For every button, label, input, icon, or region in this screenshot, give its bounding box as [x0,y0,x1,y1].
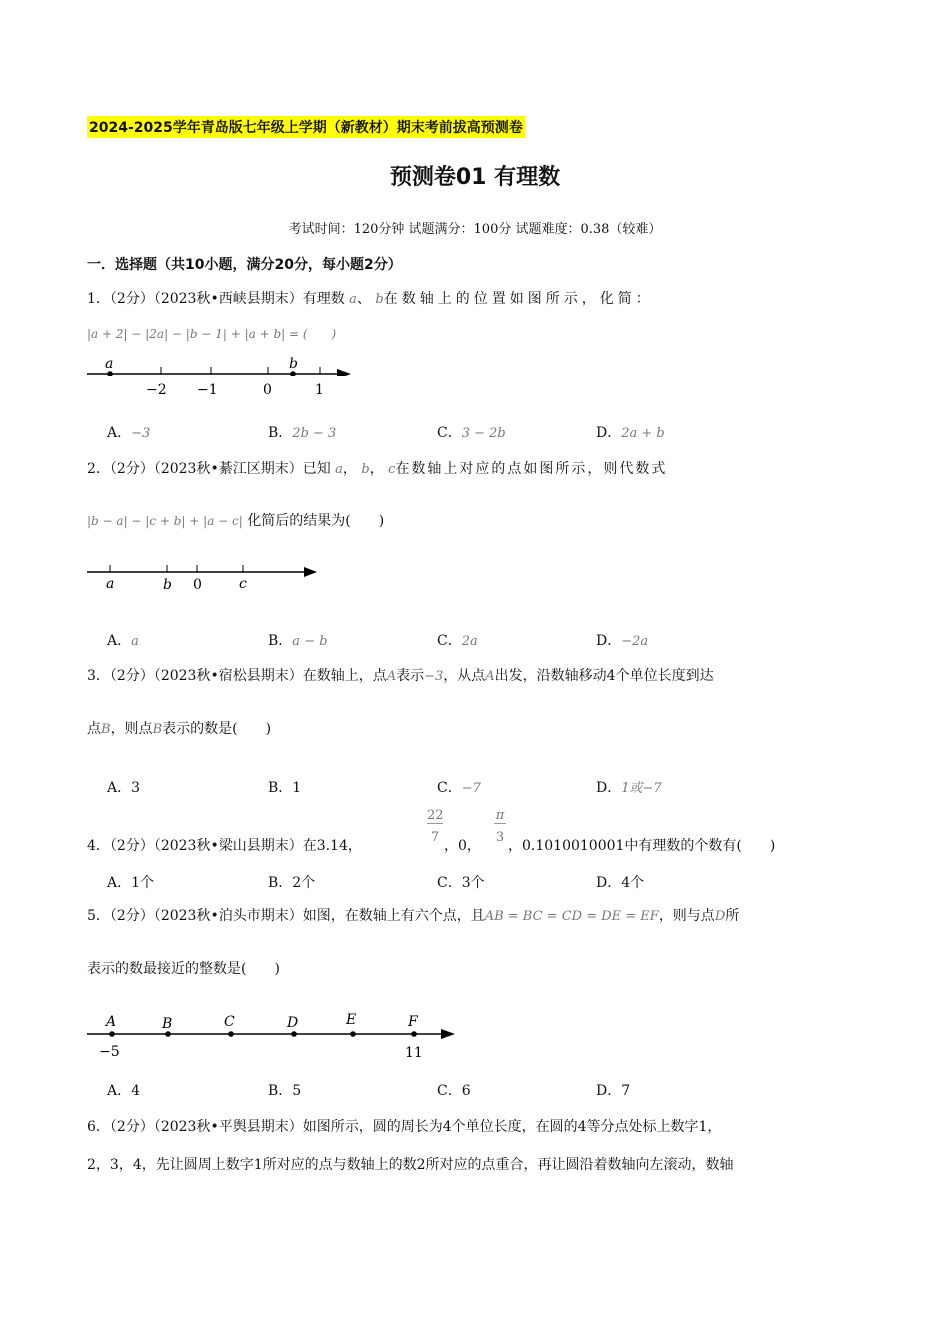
question-5-line2: 表示的数最接近的整数是( ) [87,961,280,977]
q5-label-a: A [106,1014,117,1030]
q3-var-a: A [386,669,397,684]
q2-label-c: c [239,576,247,592]
q5-label-end: 11 [405,1045,423,1060]
q4-option-b[interactable]: B．2个 [268,875,316,891]
q5-point-a [109,1031,115,1037]
q5-var-d: D [714,909,726,924]
q3-var-b: B [101,722,111,737]
q2-option-c[interactable]: C．2a [437,633,478,649]
q2-var-b: b [361,462,370,477]
q2-var-c: c [388,462,396,477]
q1-label-b: b [289,356,298,372]
q5-point-c [228,1031,234,1037]
exam-banner: 2024-2025学年青岛版七年级上学期（新教材）期末考前拔高预测卷 [87,116,525,138]
q1-text-b: 在数轴上的位置如图所示，化简： [383,291,654,307]
q1-tick-label-neg2: −2 [146,382,167,398]
q5-point-b [165,1031,171,1037]
q4-text-b: ，0， [444,838,481,854]
q2-option-a[interactable]: A．a [107,633,139,649]
question-1-line1 [87,288,654,308]
q2-expression: |b − a| − |c + b| + |a − c| [87,514,243,528]
q5-point-d [291,1031,297,1037]
q5-label-d: D [287,1015,299,1031]
q5-label-start: −5 [99,1044,120,1060]
q1-label-a: a [105,356,114,372]
q1-var-b: b [375,292,384,307]
q5-option-a[interactable]: A．4 [107,1083,141,1099]
q2-label-a: a [106,576,115,592]
q4-fraction-pi-3: π 3 [495,808,505,845]
q1-text-a: 1．（2分）（2023秋•西峡县期末）有理数 [87,291,345,307]
q4-option-d[interactable]: D．4个 [596,875,645,891]
question-6-line2: 2，3，4，先让圆周上数字1所对应的点与数轴上的数2所对应的点重合，再让圆沿着数轴向左滚动，数轴 [87,1157,734,1173]
q5-point-e [350,1031,356,1037]
q5-label-b: B [162,1016,173,1032]
q3-option-d[interactable]: D．1或−7 [596,780,662,796]
question-5-line1: 5．（2分）（2023秋•泊头市期末）如图，在数轴上有六个点，且AB = BC = CD = DE = EF，则与点D所 [87,908,740,924]
q2-label-b: b [163,577,172,592]
question-2-line2 [87,510,384,530]
q2-var-a: a [335,462,343,477]
q1-option-d[interactable]: D．2a + b [596,425,665,441]
question-3-line1: 3．（2分）（2023秋•宿松县期末）在数轴上，点A表示−3，从点A出发，沿数轴移动4个单位长度到达 [87,668,714,684]
q1-number-line [85,352,355,376]
q5-label-c: C [224,1014,235,1030]
q1-tick-label-1: 1 [315,382,324,398]
q1-tick-label-0: 0 [263,382,272,398]
q5-option-c[interactable]: C．6 [437,1083,471,1099]
q2-label-0: 0 [193,577,202,592]
exam-meta: 考试时间：120分钟 试题满分：100分 试题难度：0.38（较难） [288,222,662,237]
q4-option-c[interactable]: C．3个 [437,875,485,891]
question-3-line2: 点B，则点B表示的数是( ) [87,721,272,737]
q3-option-c[interactable]: C．−7 [437,780,481,796]
q3-var-b2: B [152,722,163,737]
q4-option-a[interactable]: A．1个 [107,875,155,891]
q1-tick-label-neg1: −1 [197,382,218,398]
q2-text-c: 化简后的结果为( ) [247,513,385,529]
q1-axis-arrow [337,369,351,376]
q5-label-f: F [408,1014,418,1030]
q1-sep: 、 [356,291,371,307]
q3-value: −3 [424,669,444,684]
question-6-line1: 6．（2分）（2023秋•平舆县期末）如图所示，圆的周长为4个单位长度，在圆的4等分点处标上数字1， [87,1119,722,1135]
q3-var-a2: A [485,669,495,684]
q5-number-line [85,1010,460,1060]
q3-option-a[interactable]: A．3 [107,780,141,796]
q5-label-e: E [346,1012,357,1028]
q1-option-c[interactable]: C．3 − 2b [437,425,506,441]
q5-option-d[interactable]: D．7 [596,1083,631,1099]
q2-text-b: 在数轴上对应的点如图所示，则代数式 [395,461,668,477]
q1-option-b[interactable]: B．2b − 3 [268,425,337,441]
q5-axis-arrow [441,1029,455,1039]
q2-option-b[interactable]: B．a − b [268,633,328,649]
q5-point-f [411,1031,417,1037]
q2-axis-arrow [304,567,317,577]
q1-var-a: a [349,292,357,307]
q1-expression: |a + 2| − |2a| − |b − 1| + |a + b| = ( ) [87,327,337,341]
q1-tick-labels [140,380,380,400]
q2-text-a: 2．（2分）（2023秋•綦江区期末）已知 [87,461,331,477]
q5-option-b[interactable]: B．5 [268,1083,302,1099]
q2-number-line [85,562,325,592]
q4-text-c: ，0.1010010001中有理数的个数有( ) [508,838,776,854]
q2-option-d[interactable]: D．−2a [596,633,649,649]
q5-expression: AB = BC = CD = DE = EF [484,909,659,924]
q4-fraction-22-7: 22 7 [427,808,444,845]
q3-option-b[interactable]: B．1 [268,780,302,796]
section-heading: 一．选择题（共10小题，满分20分，每小题2分） [87,257,402,273]
page-title: 预测卷01 有理数 [389,165,561,190]
q1-option-a[interactable]: A．−3 [107,425,151,441]
question-2-line1: 2．（2分）（2023秋•綦江区期末）已知 a， b， c在数轴上对应的点如图所示，则代数式 [87,461,668,477]
question-4-text: 4．（2分）（2023秋•梁山县期末）在3.14， [87,838,362,854]
